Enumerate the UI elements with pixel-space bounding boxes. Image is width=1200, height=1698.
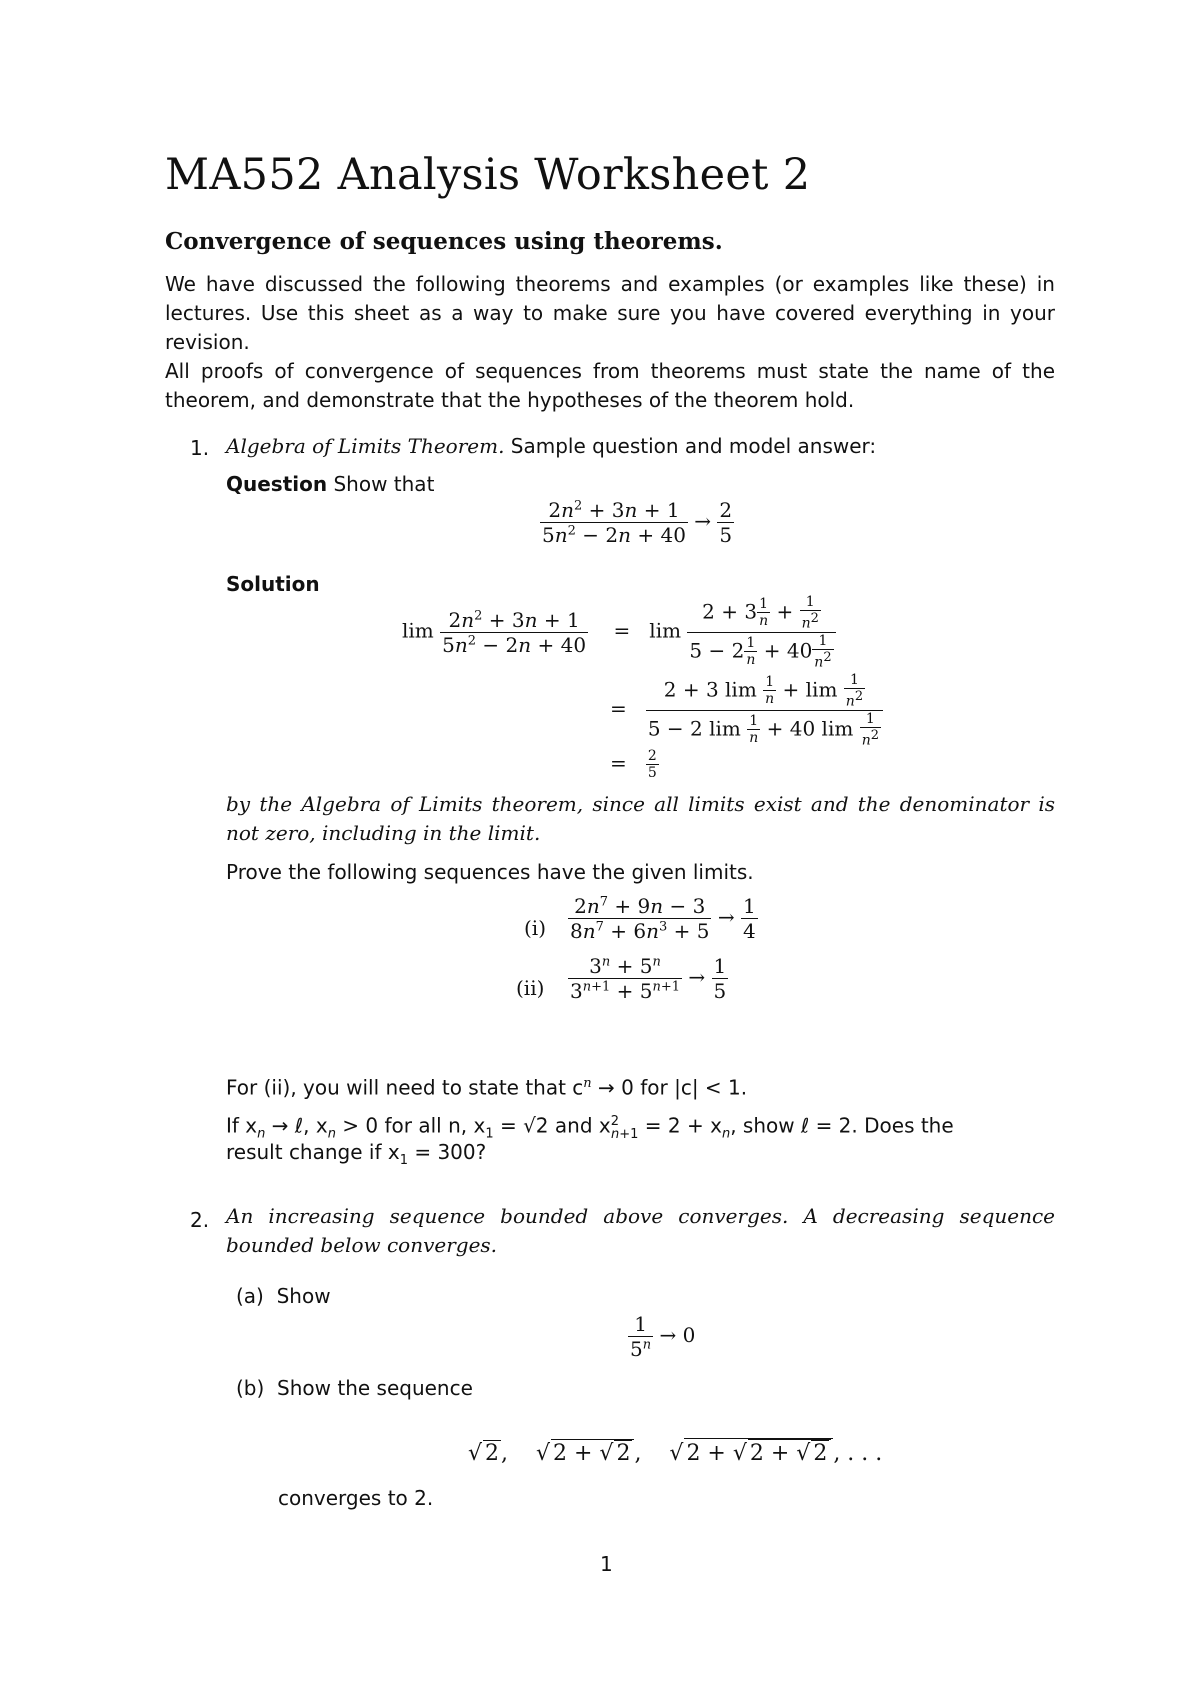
recurrence-part-f: , show ℓ = 2. Does the [730,1113,954,1138]
recurrence-part-c: > 0 for all n, x [335,1113,486,1138]
item-2-theorem: An increasing sequence bounded above converges. A decreasing sequence bounded below converges. [226,1204,1055,1257]
item-1-number: 1. [190,436,210,460]
item-1-lead: Sample question and model answer: [504,434,877,458]
part-a-line [236,1282,331,1310]
item-1-theorem: Algebra of Limits Theorem. [226,434,505,458]
recurrence-part-a: If x [226,1113,258,1138]
part-a-text: Show [276,1284,331,1308]
page-number: 1 [600,1552,613,1576]
solution-step-1: lim $\frac{2n^2 + 3n + 1}{5n^2 - 2n + 40}$ = lim 2 + 3 $\frac{1}{n}$ + $\frac{1}{n^2}$ 5 − 2 $\frac{1}{n}$ + 40 $\frac{1}{n^2}$ [402,594,836,670]
part-b-conclusion: converges to 2. [278,1486,434,1510]
question-text: Show that [327,472,435,496]
part-ii-equation: $\frac{3^n + 5^n}{3^{n+1} + 5^{n+1}}$ → $\frac{1}{5}$ [570,954,727,1003]
part-i-equation: $\frac{2n^7 + 9n - 3}{8n^7 + 6n^3 + 5}$ → $\frac{1}{4}$ [570,894,756,943]
part-b-sequence: √ 2, √ 2 + √ 2 , √ 2 + √ 2 + √ 2 , . . . [468,1438,882,1466]
solution-step-3: = $\frac{2}{5}$ [610,748,657,781]
recurrence-part-e: = 2 + x [638,1113,722,1138]
solution-conclusion: by the Algebra of Limits theorem, since all limits exist and the denominator is not zero, including in the limit. [226,792,1055,845]
hint-tail: → 0 for |c| < 1. [591,1075,748,1100]
recurrence-line-2: result change if $x_1 = 300$? [226,1140,487,1168]
part-b-line [236,1374,473,1402]
question-equation: $\frac{2n^2 + 3n + 1}{5n^2 - 2n + 40}$ → $\frac{2}{5}$ [542,498,733,547]
hint-text: For (ii), you will need to state that c [226,1075,584,1100]
intro-paragraph: We have discussed the following theorems and examples (or examples like these) in lectures. Use this sheet as a way to make sure you have covered everything in your revision. [165,272,1055,354]
recurrence-part-d: = √2 and x [493,1113,611,1138]
part-b-label: (b) [236,1376,265,1400]
prove-instruction: Prove the following sequences have the given limits. [226,860,754,884]
solution-label: Solution [226,572,320,596]
hint-line: For (ii), you will need to state that $c^n \to 0$ for |c| < 1. [226,1075,748,1100]
part-a-label: (a) [236,1284,264,1308]
recurrence-question-b: = 300? [407,1140,487,1164]
solution-line [226,570,320,598]
part-ii-label: (ii) [516,976,545,1000]
section-subtitle: Convergence of sequences using theorems. [165,228,723,255]
solution-step-2: = 2 + 3 lim $\frac{1}{n}$ + lim $\frac{1}{n^2}$ 5 − 2 lim $\frac{1}{n}$ + 40 lim $\frac{1}{n^2}$ [610,672,883,748]
part-a-equation: $\frac{1}{5^n}$ → 0 [630,1312,696,1361]
intro-requirement-paragraph: All proofs of convergence of sequences from theorems must state the name of the theorem, and demonstrate that the hypotheses of the theorem hold. [165,359,1055,412]
recurrence-line-1: If $x_n$ → ℓ, $x_n > 0$ for all n, $x_1 = √2$ and $x^2_{n+1} = 2 + x_n$, show ℓ = 2. Does the [226,1113,954,1142]
item-1-heading [226,432,876,460]
part-i-label: (i) [524,916,547,940]
question-line [226,470,434,498]
question-label: Question [226,472,328,496]
recurrence-part-b: → ℓ, x [265,1113,328,1138]
part-b-text: Show the sequence [277,1376,473,1400]
page-title: MA552 Analysis Worksheet 2 [165,150,811,200]
item-2-number: 2. [190,1208,210,1232]
recurrence-question-a: result change if x [226,1140,400,1164]
